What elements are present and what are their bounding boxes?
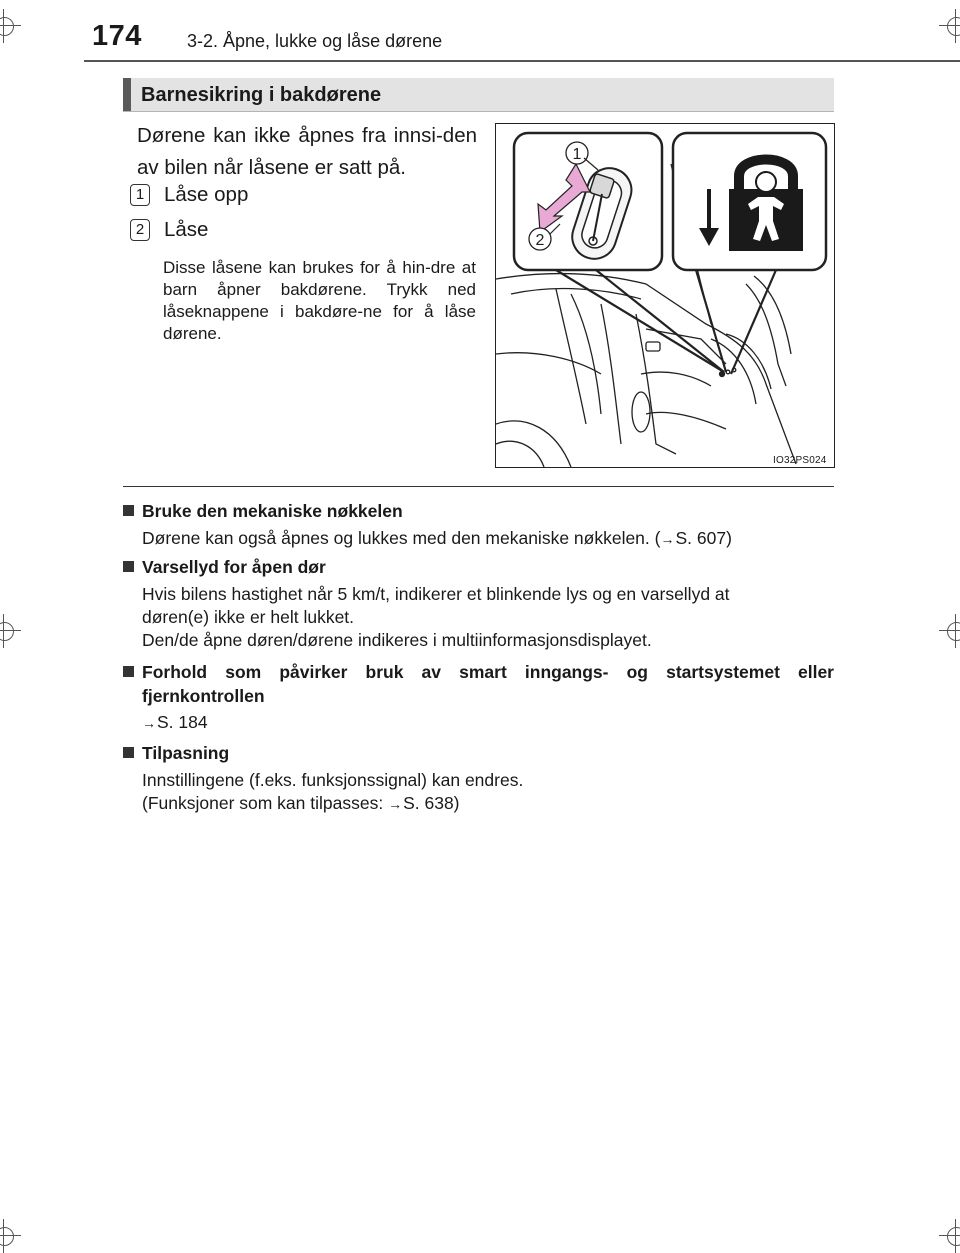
square-bullet-icon bbox=[123, 561, 134, 572]
registration-mark-top-right bbox=[939, 9, 960, 43]
note-heading-smart-entry bbox=[123, 660, 834, 708]
note-line: Hvis bilens hastighet når 5 km/t, indikerer et blinkende lys og en varsellyd at bbox=[142, 584, 730, 604]
registration-mark-bottom-right bbox=[939, 1219, 960, 1253]
note-heading-text: Forhold som påvirker bruk av smart inngangs- og startsystemet eller bbox=[142, 662, 834, 682]
step-number: 2 bbox=[130, 219, 150, 241]
section-banner bbox=[123, 78, 834, 112]
reference-arrow-icon: → bbox=[388, 796, 403, 812]
square-bullet-icon bbox=[123, 747, 134, 758]
registration-mark-mid-right bbox=[939, 614, 960, 648]
step-lock bbox=[130, 219, 208, 241]
note-text: Dørene kan også åpnes og lukkes med den mekaniske nøkkelen. ( bbox=[142, 528, 661, 548]
page-number: 174 bbox=[92, 20, 142, 52]
intro-paragraph: Dørene kan ikke åpnes fra innsi-den av bilen når låsene er satt på. bbox=[137, 124, 477, 179]
reference-arrow-icon: → bbox=[660, 531, 675, 547]
callout-2: 2 bbox=[535, 232, 545, 249]
step-label: Låse opp bbox=[164, 183, 249, 206]
section-divider bbox=[123, 486, 834, 487]
note-text: (Funksjoner som kan tilpasses: bbox=[142, 793, 389, 813]
note-line bbox=[142, 792, 834, 816]
note-heading-open-door-warning bbox=[123, 555, 326, 579]
child-lock-icon bbox=[729, 160, 803, 252]
square-bullet-icon bbox=[123, 666, 134, 677]
note-line: Den/de åpne døren/dørene indikeres i multiinformasjonsdisplayet. bbox=[142, 630, 652, 650]
note-line: Innstillingene (f.eks. funksjonssignal) kan endres. bbox=[142, 770, 524, 790]
illustration-code: IO32PS024 bbox=[773, 455, 827, 466]
note-body-smart-entry bbox=[142, 711, 834, 735]
note-body-customization bbox=[142, 769, 834, 816]
child-lock-illustration bbox=[495, 123, 835, 468]
note-body-open-door-warning bbox=[142, 583, 834, 652]
note-heading-text: Varsellyd for åpen dør bbox=[142, 557, 326, 577]
step-note: Disse låsene kan brukes for å hin-dre at barn åpner bakdørene. Trykk ned låseknappene i bakdøre-ne for å låse dørene. bbox=[163, 258, 476, 343]
registration-mark-top-left bbox=[0, 9, 21, 43]
step-number: 1 bbox=[130, 184, 150, 206]
page-reference-link[interactable]: S. 638) bbox=[403, 793, 460, 813]
callout-1: 1 bbox=[572, 146, 582, 163]
door-illustration-svg bbox=[496, 124, 834, 467]
note-heading-mechanical-key bbox=[123, 499, 403, 523]
reference-arrow-icon: → bbox=[142, 715, 156, 731]
section-title: Barnesikring i bakdørene bbox=[141, 84, 382, 106]
note-body-mechanical-key bbox=[142, 527, 834, 551]
note-heading-text-cont: fjernkontrollen bbox=[142, 686, 265, 706]
page-reference-link[interactable]: S. 184 bbox=[157, 712, 208, 732]
registration-mark-mid-left bbox=[0, 614, 21, 648]
registration-mark-bottom-left bbox=[0, 1219, 21, 1253]
section-banner-bar bbox=[123, 78, 131, 111]
running-header: 3-2. Åpne, lukke og låse dørene bbox=[187, 31, 443, 51]
square-bullet-icon bbox=[123, 505, 134, 516]
note-heading-customization bbox=[123, 741, 229, 765]
step-label: Låse bbox=[164, 218, 209, 241]
header-rule bbox=[84, 60, 960, 62]
note-heading-text: Bruke den mekaniske nøkkelen bbox=[142, 501, 403, 521]
note-heading-text: Tilpasning bbox=[142, 743, 230, 763]
page-reference-link[interactable]: S. 607) bbox=[675, 528, 732, 548]
step-unlock bbox=[130, 184, 248, 206]
note-line: døren(e) ikke er helt lukket. bbox=[142, 607, 355, 627]
